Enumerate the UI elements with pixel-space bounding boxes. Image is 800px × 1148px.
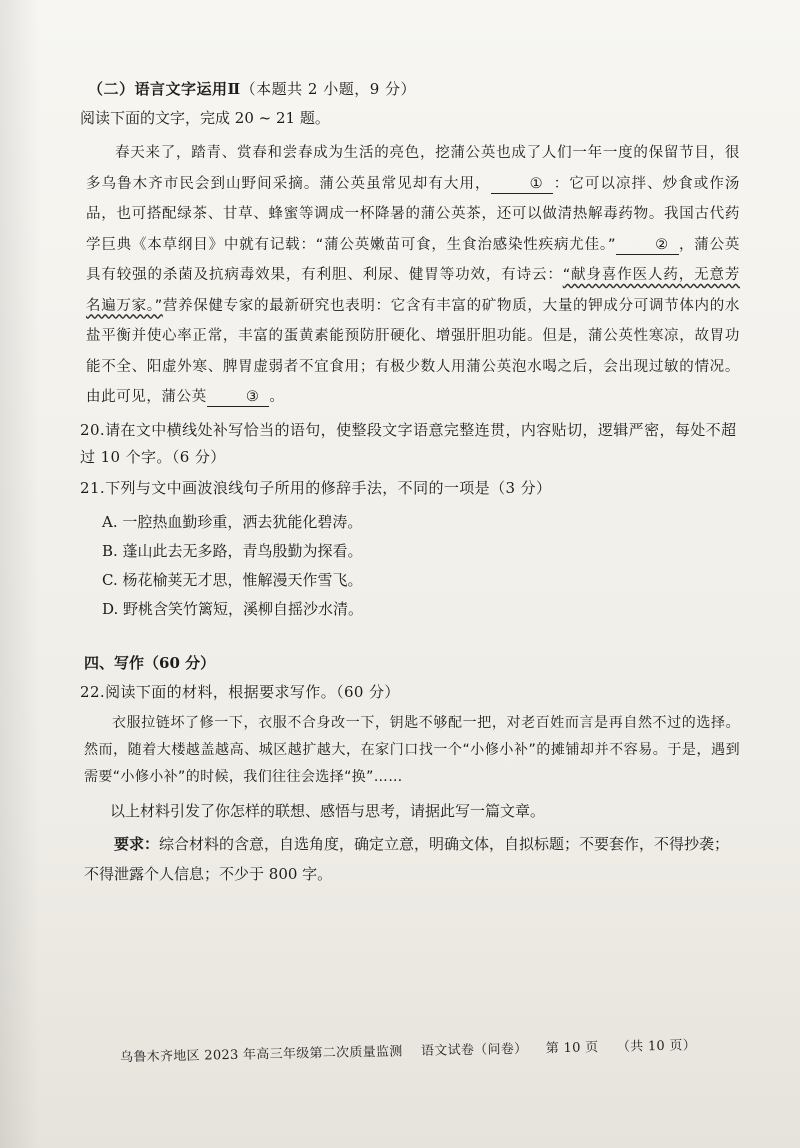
q22-text: 阅读下面的材料，根据要求写作。（60 分）: [105, 682, 400, 701]
q22-number: 22.: [80, 682, 106, 701]
footer-page-number: 第 10 页: [545, 1040, 599, 1057]
q21-number: 21.: [80, 478, 106, 497]
section2-note: （本题共 2 小题，9 分）: [240, 80, 417, 98]
page-edge-shadow: [0, 0, 40, 1148]
footer-paper-name: 语文试卷（问卷）: [420, 1041, 528, 1059]
option-d: D. 野桃含笑竹篱短，溪柳自摇沙水清。: [102, 599, 364, 618]
passage-part-4: 营养保健专家的最新研究也表明：它含有丰富的矿物质，大量的钾成分可调节体内的水盐平衡并使心率正常，丰富的蛋黄素能预防肝硬化、增强肝胆功能。但是，蒲公英性寒凉，故胃功能不全、阳虚外寒、脾胃虚弱者不宜食用；有极少数人用蒲公英泡水喝之后，会出现过敏的情况。由此可见，蒲公英: [86, 297, 740, 405]
wavy-underlined-sentence: “献身喜作医人药，无意芳名遍万家。”: [86, 267, 740, 314]
question-20: [80, 417, 740, 471]
writing-material: 衣服拉链坏了修一下，衣服不合身改一下，钥匙不够配一把，对老百姓而言是再自然不过的选择。然而，随着大楼越盖越高、城区越扩越大，在家门口找一个“小修小补”的摊铺却并不容易。于是，遇到需要“小修小补”的时候，我们往往会选择“换”……: [84, 714, 740, 785]
section2-heading: [88, 78, 740, 99]
blank-2: ②: [616, 236, 679, 255]
blank-1: ①: [491, 175, 554, 194]
q20-number: 20.: [80, 420, 106, 439]
requirements-label: 要求：: [114, 834, 160, 853]
option-c: C. 杨花榆荚无才思，惟解漫天作雪飞。: [102, 570, 363, 589]
footer-total-pages: （共 10 页）: [616, 1038, 697, 1055]
question-22: [80, 679, 740, 706]
reading-passage: [86, 138, 740, 413]
writing-requirements: [84, 829, 740, 889]
section4-title: 四、写作（60 分）: [84, 653, 216, 672]
page-footer: [120, 1034, 720, 1066]
option-a: A. 一腔热血勤珍重，洒去犹能化碧涛。: [102, 512, 363, 531]
section2-title: （二）语言文字运用Ⅱ: [88, 80, 241, 98]
requirements-text: 综合材料的含意，自选角度，确定立意，明确文体，自拟标题；不要套作，不得抄袭；不得泄露个人信息；不少于 800 字。: [84, 834, 730, 883]
passage-part-1: 春天来了，踏青、赏春和尝春成为生活的亮色，挖蒲公英也成了人们一年一度的保留节目，很多乌鲁木齐市民会到山野间采摘。蒲公英虽常见却有大用，: [86, 145, 740, 192]
question-21: [80, 475, 740, 502]
option-b: B. 蓬山此去无多路，青鸟殷勤为探看。: [102, 541, 363, 560]
blank-3: ③: [207, 388, 270, 407]
section2-instruction: 阅读下面的文字，完成 20 ~ 21 题。: [80, 109, 330, 127]
writing-prompt: 以上材料引发了你怎样的联想、感悟与思考，请据此写一篇文章。: [110, 801, 546, 820]
passage-part-5: 。: [269, 389, 285, 405]
q21-options: [102, 508, 740, 624]
passage-part-2: ：它可以凉拌、炒食或作汤品，也可搭配绿茶、甘草、蜂蜜等调成一杯降暑的蒲公英茶，还可以做清热解毒药物。我国古代药学巨典《本草纲目》中就有记载：“蒲公英嫩苗可食，生食治感染性疾病尤佳。”: [86, 175, 740, 253]
q21-text: 下列与文中画波浪线句子所用的修辞手法，不同的一项是（3 分）: [105, 478, 552, 497]
page-content: [80, 78, 740, 889]
passage-part-3: ，蒲公英具有较强的杀菌及抗病毒效果，有利胆、利尿、健胃等功效，有诗云：: [86, 236, 741, 283]
footer-exam-name: 乌鲁木齐地区 2023 年高三年级第二次质量监测: [119, 1044, 403, 1066]
q20-text: 请在文中横线处补写恰当的语句，使整段文字语意完整连贯，内容贴切，逻辑严密，每处不超过 10 个字。（6 分）: [80, 420, 737, 466]
